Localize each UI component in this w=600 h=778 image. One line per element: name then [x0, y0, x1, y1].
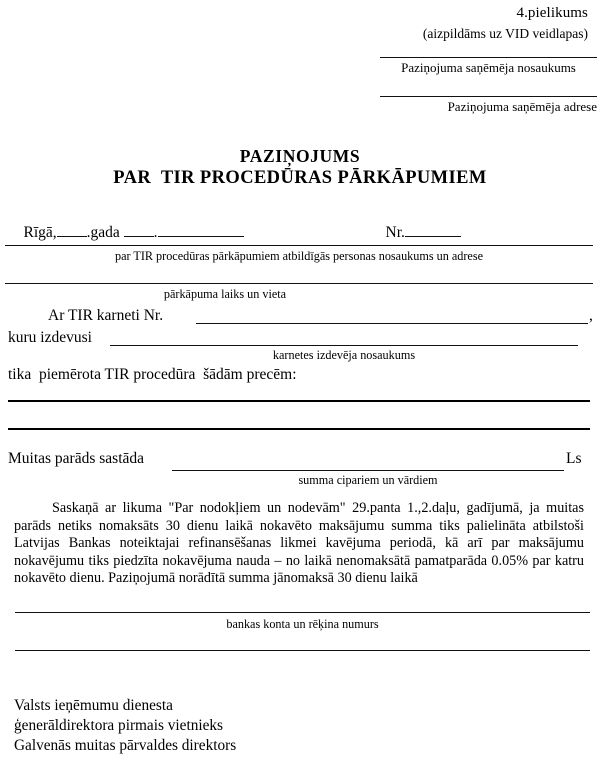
place-label: Rīgā, — [23, 224, 57, 241]
responsible-person-rule[interactable] — [5, 245, 593, 246]
signatory-line-3: Galvenās muitas pārvaldes direktors — [14, 737, 237, 754]
issued-by-label: kuru izdevusi — [8, 329, 92, 346]
carnet-label: Ar TIR karneti Nr. — [48, 307, 164, 324]
debt-label: Muitas parāds sastāda — [8, 450, 145, 467]
goods-intro: tika piemērota TIR procedūra šādām precēm: — [8, 366, 297, 383]
recipient-name-rule — [380, 57, 597, 58]
violation-time-place-caption: pārkāpuma laiks un vieta — [163, 287, 287, 301]
day-blank[interactable] — [124, 223, 154, 237]
responsible-person-caption: par TIR procedūras pārkāpumiem atbildīgās personas nosaukums un adrese — [114, 249, 483, 263]
debt-amount-rule[interactable] — [172, 470, 564, 471]
number-blank[interactable] — [405, 223, 461, 237]
recipient-address-rule — [380, 96, 597, 97]
currency-label: Ls — [566, 450, 582, 467]
day-dot: . — [153, 224, 158, 241]
bank-account-rule-bottom[interactable] — [15, 650, 590, 651]
violation-time-place-rule[interactable] — [5, 283, 593, 284]
goods-rule-2[interactable] — [8, 428, 590, 430]
page-title-line2: PAR TIR PROCEDŪRAS PĀRKĀPUMIEM — [113, 168, 487, 188]
amount-caption: summa cipariem un vārdiem — [298, 473, 438, 487]
recipient-address-caption: Paziņojuma saņēmēja adrese — [447, 99, 597, 114]
bank-account-caption: bankas konta un rēķina numurs — [226, 617, 379, 631]
appendix-label: 4.pielikums — [516, 5, 588, 21]
carnet-trailing-comma: , — [589, 307, 593, 324]
issuer-rule[interactable] — [110, 345, 578, 346]
signatory-line-1: Valsts ieņēmumu dienesta — [14, 697, 173, 714]
legal-paragraph: Saskaņā ar likuma "Par nodokļiem un nodevām" 29.panta 1.,2.daļu, gadījumā, ja muitas parāds netiks nomaksāts 30 dienu laikā nokavēto maksājumu summa tiks palielināta atbilstoši Latvijas Bankas noteiktajai refinansēšanas likmei kavējuma periodā, kā arī par maksājumu nokavējumu tiks piedzīta nokavējuma nauda – no laikā nenomaksātā pamatparāda 0.05% par katru nokavēto dienu. Paziņojumā norādītā summa jānomaksā 30 dienu laikā — [14, 500, 584, 587]
carnet-number-rule[interactable] — [196, 323, 588, 324]
appendix-note: (aizpildāms uz VID veidlapas) — [422, 26, 588, 41]
year-suffix: .gada — [86, 224, 120, 241]
month-blank[interactable] — [158, 223, 244, 237]
page-title-line1: PAZIŅOJUMS — [239, 146, 361, 166]
goods-rule-1[interactable] — [8, 400, 590, 402]
number-label: Nr. — [385, 224, 405, 241]
year-blank[interactable] — [57, 223, 87, 237]
bank-account-rule-top[interactable] — [15, 612, 590, 613]
issuer-caption: karnetes izdevēja nosaukums — [272, 348, 416, 362]
signatory-line-2: ģenerāldirektora pirmais vietnieks — [14, 717, 223, 734]
recipient-name-caption: Paziņojuma saņēmēja nosaukums — [401, 60, 576, 75]
